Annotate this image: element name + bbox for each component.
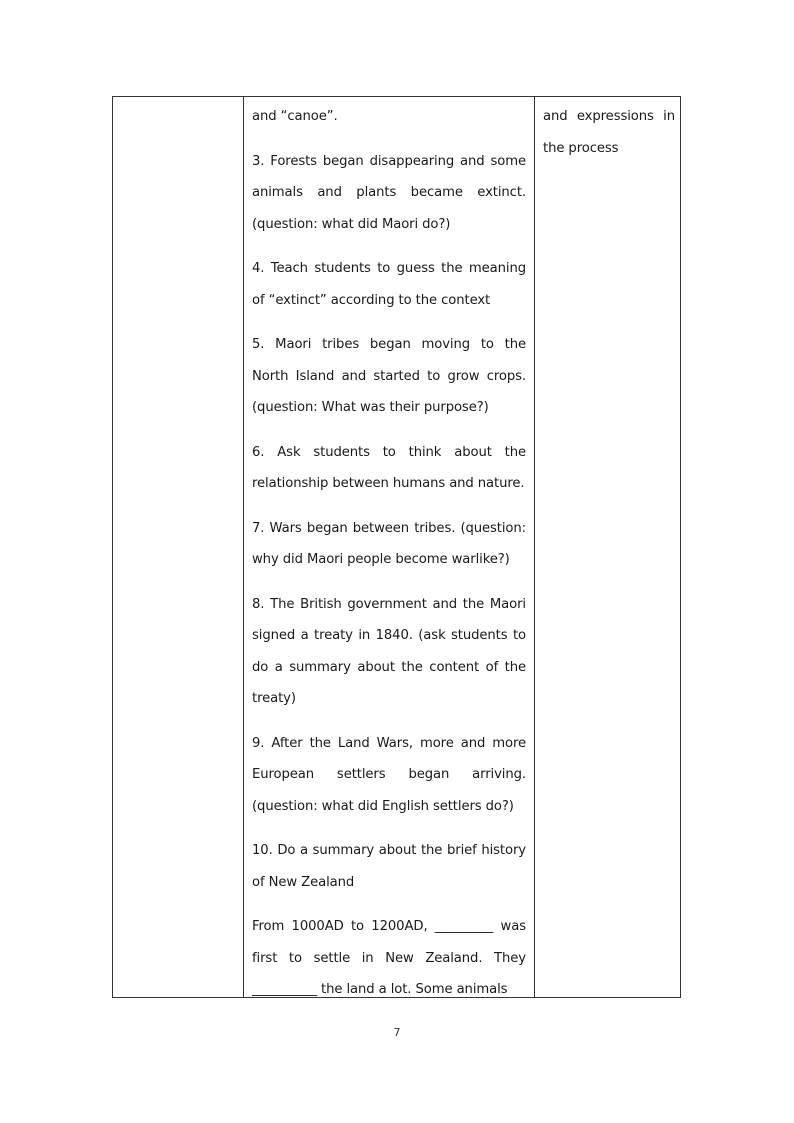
purpose-paragraph: and expressions in the process — [543, 109, 675, 156]
procedure-paragraph: 3. Forests began disappearing and some animals and plants became extinct. (question: what did Maori do?) — [252, 153, 526, 232]
table-column-procedure — [244, 97, 535, 997]
procedure-paragraph: 7. Wars began between tribes. (question: why did Maori people become warlike?) — [252, 520, 526, 567]
procedure-paragraph: 6. Ask students to think about the relationship between humans and nature. — [252, 444, 526, 491]
procedure-paragraph: 8. The British government and the Maori signed a treaty in 1840. (ask students to do a summary about the content of the treaty) — [252, 596, 526, 706]
procedure-paragraph: and “canoe”. — [252, 109, 338, 124]
procedure-paragraph: 10. Do a summary about the brief history of New Zealand — [252, 843, 526, 890]
procedure-paragraph: From 1000AD to 1200AD, _________ was first to settle in New Zealand. They __________ the land a lot. Some animals — [252, 919, 526, 997]
lesson-plan-table — [112, 96, 681, 998]
procedure-paragraph: 5. Maori tribes began moving to the North Island and started to grow crops. (question: What was their purpose?) — [252, 337, 526, 415]
table-column-purpose — [535, 97, 681, 997]
page-number: 7 — [393, 1026, 401, 1039]
table-column-stage — [113, 97, 244, 997]
procedure-paragraph: 9. After the Land Wars, more and more European settlers began arriving. (question: what did English settlers do?) — [252, 735, 526, 814]
procedure-paragraph: 4. Teach students to guess the meaning of “extinct” according to the context — [252, 261, 526, 308]
